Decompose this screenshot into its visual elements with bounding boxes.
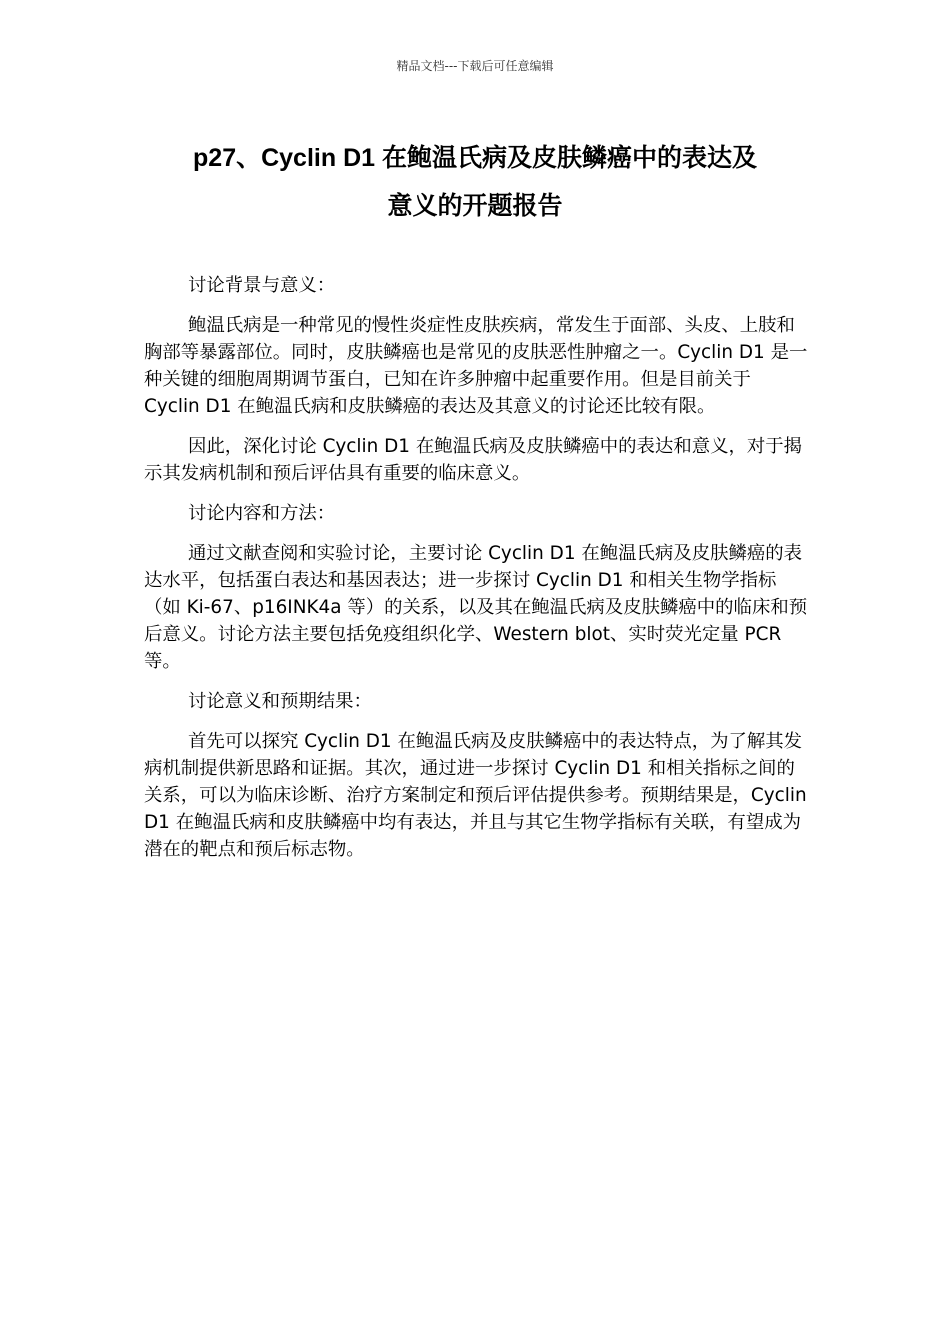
title-line-1: p27、Cyclin D1 在鲍温氏病及皮肤鳞癌中的表达及 (193, 144, 757, 172)
paragraph-background: 鲍温氏病是一种常见的慢性炎症性皮肤疾病，常发生于面部、头皮、上肢和胸部等暴露部位。同时，皮肤鳞癌也是常见的皮肤恶性肿瘤之一。Cyclin D1 是一种关键的细胞周期调节蛋白，已知在许多肿瘤中起重要作用。但是目前关于 Cyclin D1 在鲍温氏病和皮肤鳞癌的表达及其意义的讨论还比较有限。 (144, 315, 808, 417)
section-heading-results: 讨论意义和预期结果： (188, 691, 372, 712)
document-body (144, 272, 809, 876)
document-title (120, 134, 830, 230)
section-heading-background: 讨论背景与意义： (188, 275, 336, 296)
section-heading-methods: 讨论内容和方法： (188, 503, 336, 524)
paragraph-methods: 通过文献查阅和实验讨论，主要讨论 Cyclin D1 在鲍温氏病及皮肤鳞癌的表达水平，包括蛋白表达和基因表达；进一步探讨 Cyclin D1 和相关生物学指标（如 Ki-67、p16INK4a 等）的关系，以及其在鲍温氏病及皮肤鳞癌中的临床和预后意义。讨论方法主要包括免疫组织化学、Western blot、实时荧光定量 PCR 等。 (144, 543, 808, 672)
page-header: 精品文档---下载后可任意编辑 (396, 59, 554, 73)
paragraph-significance: 因此，深化讨论 Cyclin D1 在鲍温氏病及皮肤鳞癌中的表达和意义，对于揭示其发病机制和预后评估具有重要的临床意义。 (144, 436, 803, 484)
title-line-2: 意义的开题报告 (387, 192, 563, 220)
paragraph-results: 首先可以探究 Cyclin D1 在鲍温氏病及皮肤鳞癌中的表达特点，为了解其发病机制提供新思路和证据。其次，通过进一步探讨 Cyclin D1 和相关指标之间的关系，可以为临床诊断、治疗方案制定和预后评估提供参考。预期结果是，Cyclin D1 在鲍温氏病和皮肤鳞癌中均有表达，并且与其它生物学指标有关联，有望成为潜在的靶点和预后标志物。 (144, 731, 807, 860)
